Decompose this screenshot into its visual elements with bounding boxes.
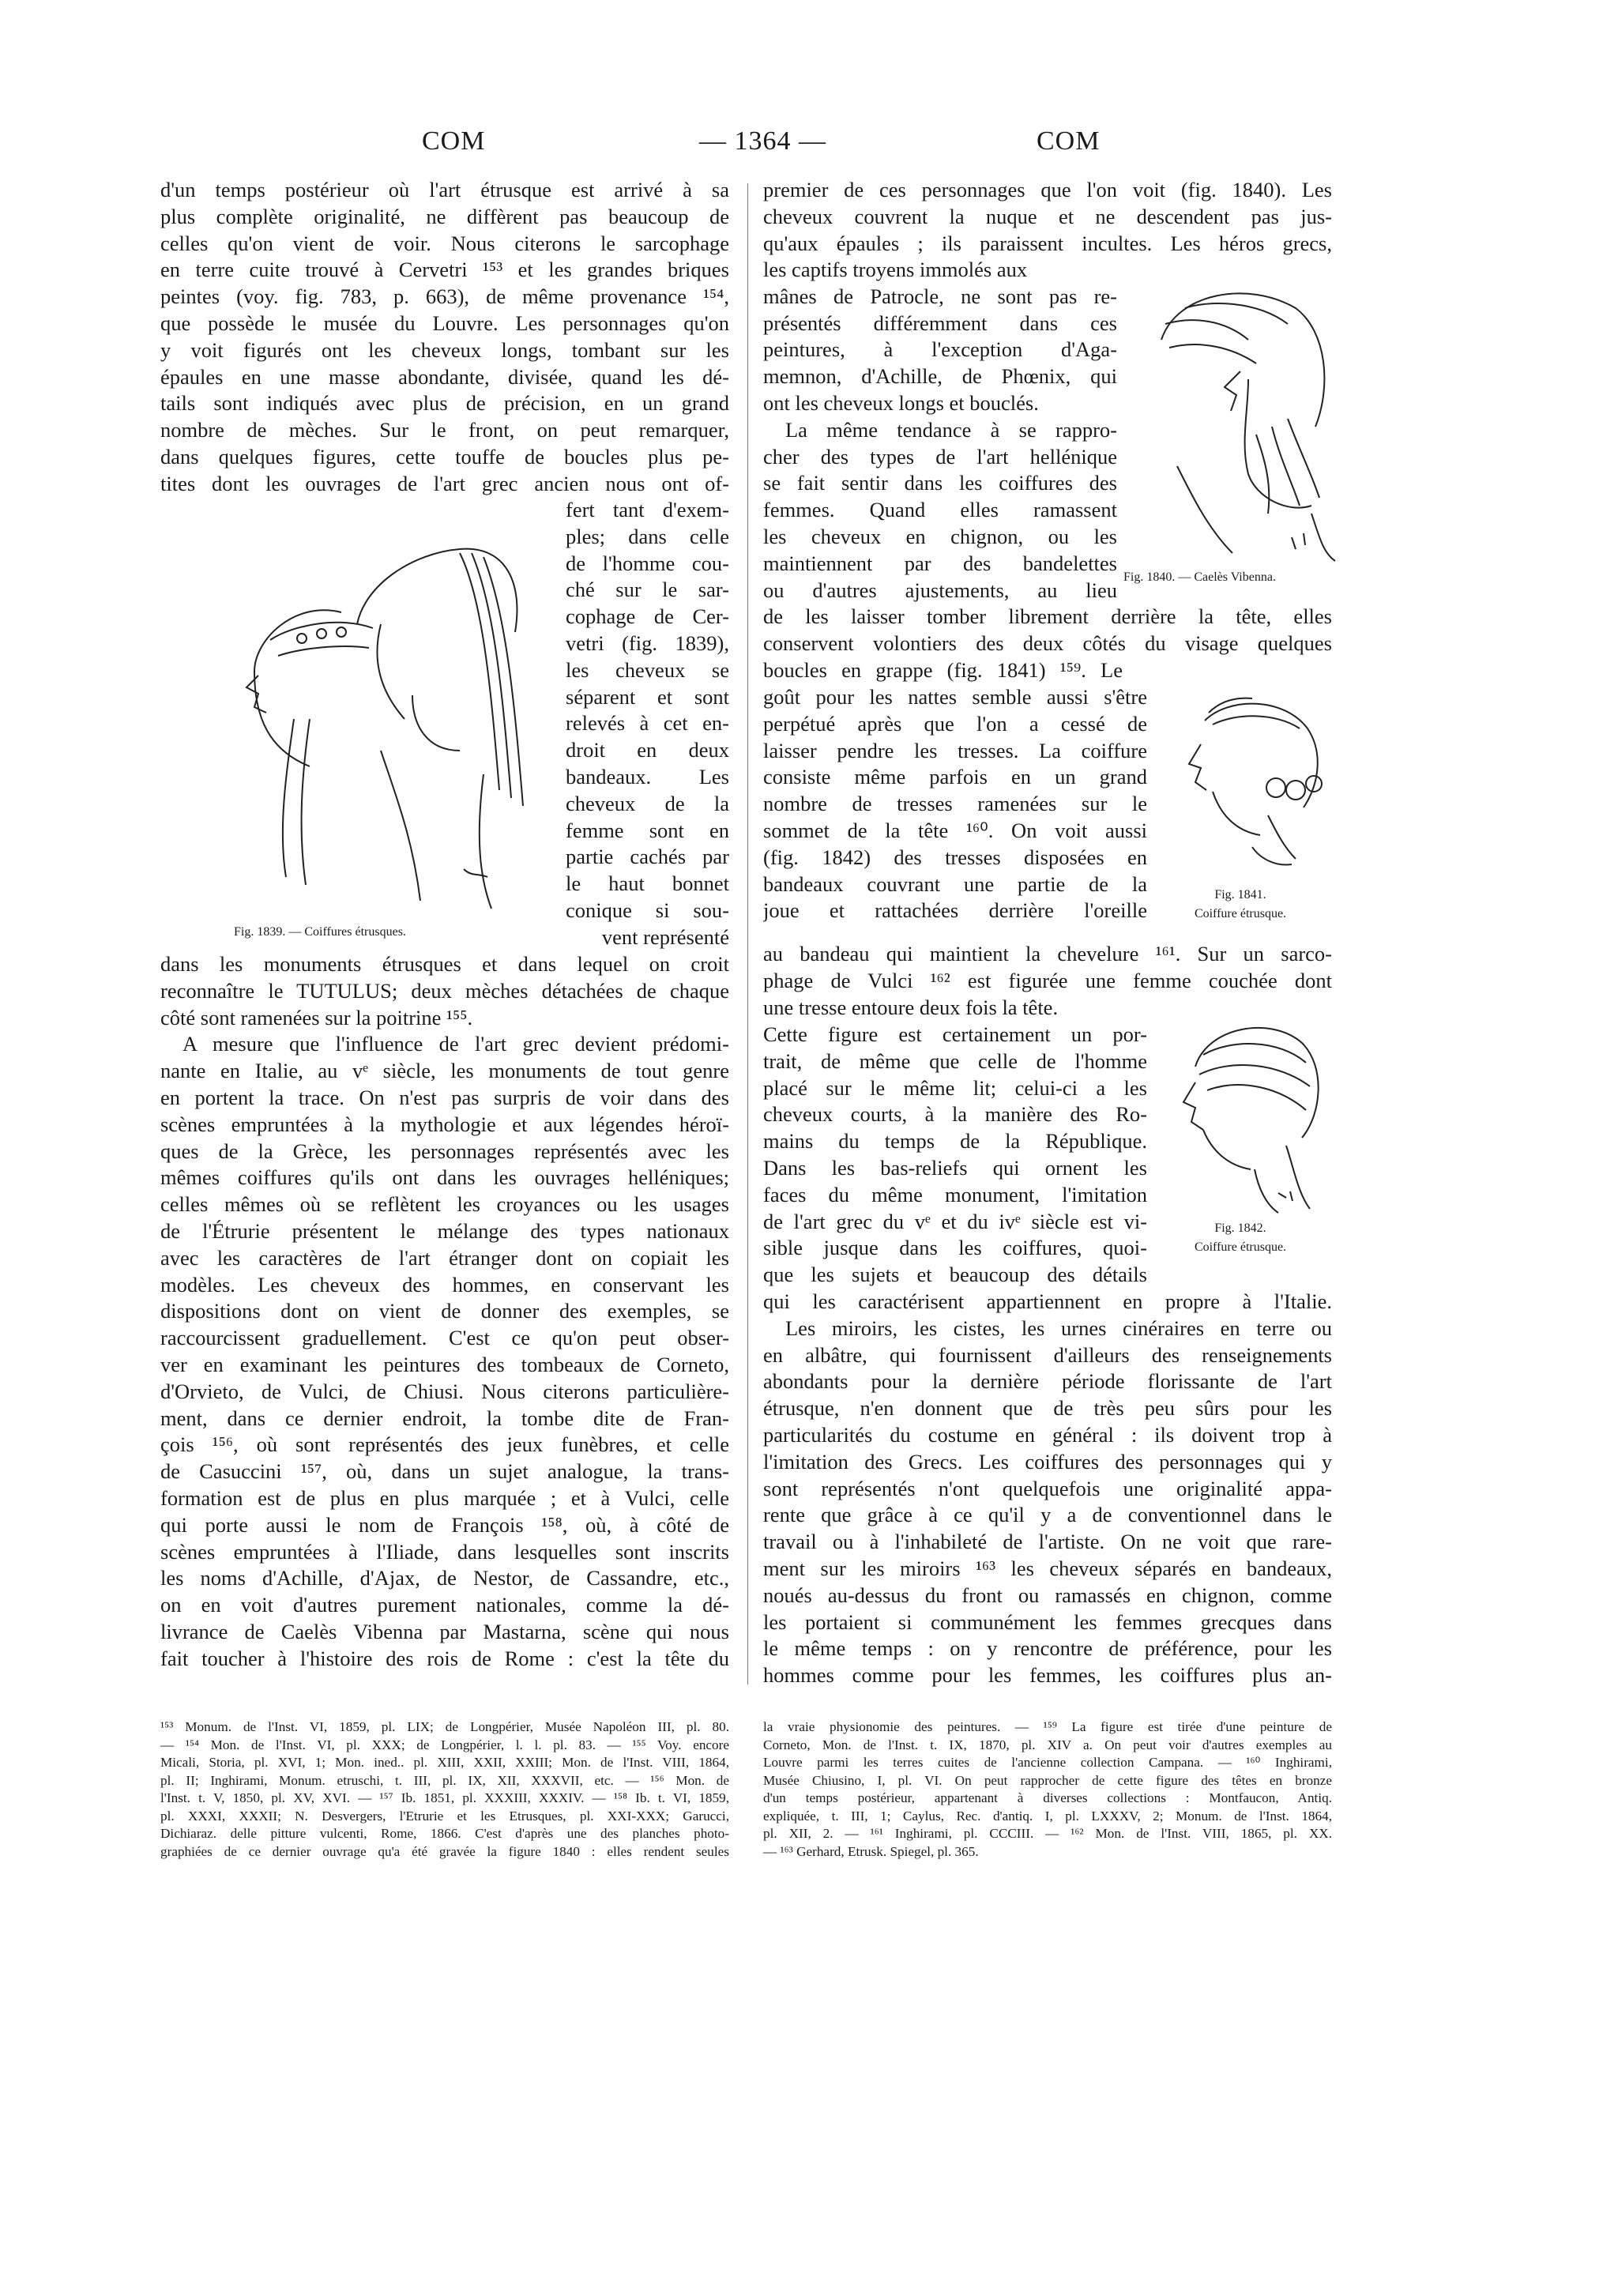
text-line: celles qu'on vient de voir. Nous citerons le sarcophage (160, 231, 729, 255)
text-line: fert tant d'exem- (566, 498, 729, 521)
text-line: bandeaux. Les (566, 764, 729, 789)
column-rule (747, 183, 748, 1684)
text-line: formation est de plus en plus marquée ; et à Vulci, celle (160, 1485, 729, 1510)
text-line: qui les caractérisent appartiennent en propre à l'Italie. (763, 1289, 1332, 1313)
text-line: avec les caractères de l'art étranger dont on copiait les (160, 1245, 729, 1270)
text-line: joue et rattachées derrière l'oreille (763, 898, 1147, 923)
figure-1840-illustration (1130, 277, 1343, 569)
figure-1839-caption: Fig. 1839. — Coiffures étrusques. (234, 925, 406, 939)
text-line: phage de Vulci ¹⁶² est figurée une femme couchée dont (763, 968, 1332, 992)
text-line: bandeaux couvrant une partie de la (763, 871, 1147, 896)
footnote-line: pl. XII, 2. — ¹⁶¹ Inghirami, pl. CCCIII. — ¹⁶² Mon. de l'Inst. VIII, 1865, pl. XX. (763, 1826, 1332, 1841)
text-line: peintures, à l'exception d'Aga- (763, 337, 1117, 362)
figure-1842-illustration (1160, 1011, 1334, 1217)
text-line: Cette figure est certainement un por- (763, 1022, 1147, 1046)
text-line: mêmes coiffures qu'ils ont dans les ouvrages helléniques; (160, 1165, 729, 1190)
text-line: nombre de tresses ramenées sur le (763, 792, 1147, 816)
text-line: que possède le musée du Louvre. Les personnages qu'on (160, 311, 729, 335)
text-line: conservent volontiers des deux côtés du visage quelques (763, 630, 1332, 655)
text-line: fait toucher à l'histoire des rois de Rome : c'est la tête du (160, 1646, 729, 1670)
footnote-line: pl. XXXI, XXXII; N. Desvergers, l'Etrurie et les Etrusques, pl. XXI-XXX; Garucci, (160, 1808, 729, 1824)
text-line: rente que grâce à ce qu'il y a de conventionnel dans le (763, 1503, 1332, 1527)
text-line: droit en deux (566, 738, 729, 762)
paragraph-start: La même tendance à se rappro- (785, 417, 1117, 442)
footnote-line: Corneto, Mon. de l'Inst. t. IX, 1870, pl. XIV a. On peut voir d'autres exemples au (763, 1737, 1332, 1752)
text-line: hommes comme pour les femmes, les coiffures plus an- (763, 1663, 1332, 1688)
text-line: ou d'autres ajustements, au lieu (763, 578, 1117, 602)
text-line: plus complète originalité, ne diffèrent pas beaucoup de (160, 204, 729, 228)
text-line: femmes. Quand elles ramassent (763, 498, 1117, 522)
text-line: les captifs troyens immolés aux (763, 258, 1028, 281)
text-line: dans les monuments étrusques et dans lequel on croit (160, 952, 729, 976)
text-line: séparent et sont (566, 684, 729, 709)
text-line: sont représentés n'ont quelquefois une originalité appa- (763, 1476, 1332, 1500)
text-line: on en voit d'autres purement nationales, comme la dé- (160, 1593, 729, 1617)
text-line: maintiennent par des bandelettes (763, 551, 1117, 575)
text-line: placé sur le même lit; celui-ci a les (763, 1075, 1147, 1100)
text-line: ché sur le sar- (566, 578, 729, 602)
text-line: l'imitation des Grecs. Les coiffures des personnages qui y (763, 1449, 1332, 1474)
text-line: partie cachés par (566, 845, 729, 869)
footnote-line: expliquée, t. III, 1; Caylus, Rec. d'antiq. I, pl. LXXXV, 2; Monum. de l'Inst. 1864, (763, 1808, 1332, 1824)
text-line: consiste même parfois en un grand (763, 765, 1147, 789)
right-column-block1 (763, 177, 1332, 257)
left-column-beside-figure (566, 497, 729, 951)
text-line: tites dont les ouvrages de l'art grec ancien nous ont of- (160, 471, 729, 495)
figure-1842-caption-title: Coiffure étrusque. (1194, 1240, 1287, 1254)
footnote-line: graphiées de ce dernier ouvrage qu'a été gravée la figure 1840 : elles rendent seules (160, 1843, 729, 1859)
text-line: (fig. 1842) des tresses disposées en (763, 845, 1147, 869)
text-line: ques de la Grèce, les personnages représentés avec les (160, 1139, 729, 1163)
text-line: qu'aux épaules ; ils paraissent incultes. Les héros grecs, (763, 231, 1332, 255)
text-line: cher des types de l'art hellénique (763, 444, 1117, 469)
page-number: — 1364 — (699, 126, 826, 156)
text-line: faces du même monument, l'imitation (763, 1182, 1147, 1206)
right-column-block3 (763, 941, 1332, 1021)
text-line: ment sur les miroirs ¹⁶³ les cheveux séparés en bandeaux, (763, 1556, 1332, 1580)
text-line: y voit figurés ont les cheveux longs, tombant sur les (160, 337, 729, 362)
text-line: reconnaître le TUTULUS; deux mèches détachées de chaque (160, 978, 729, 1003)
text-line: de les laisser tomber librement derrière la tête, elles (763, 604, 1332, 628)
text-line: femme sont en (566, 818, 729, 842)
text-line: présentés différemment dans ces (763, 311, 1117, 335)
text-line: abondants pour la dernière période florissante de l'art (763, 1369, 1332, 1394)
text-line: peintes (voy. fig. 783, p. 663), de même provenance ¹⁵⁴, (160, 284, 729, 309)
footnote-line: Louvre parmi les terres cuites de l'ancienne collection Campana. — ¹⁶⁰ Inghirami, (763, 1755, 1332, 1770)
text-line: ples; dans celle (566, 524, 729, 548)
footnote-line: — ¹⁶³ Gerhard, Etrusk. Spiegel, pl. 365. (763, 1843, 979, 1859)
footnote-line: d'un temps postérieur, appartenant à diverses collections : Montfaucon, Antiq. (763, 1790, 1332, 1805)
text-line: de l'Étrurie présentent le mélange des types nationaux (160, 1218, 729, 1243)
text-line: en albâtre, qui fournissent d'ailleurs des renseignements (763, 1342, 1332, 1367)
text-line: celles mêmes où se reflètent les croyances ou les usages (160, 1192, 729, 1217)
text-line: scènes empruntées à l'Iliade, dans lesquelles sont inscrits (160, 1539, 729, 1564)
running-head-left: COM (422, 126, 486, 156)
text-line: particularités du costume en général : ils doivent trop à (763, 1422, 1332, 1447)
text-line: travail ou à l'inhabileté de l'artiste. On ne voit que rare- (763, 1530, 1332, 1554)
text-line: ont les cheveux longs et bouclés. (763, 390, 1039, 415)
footnote-line: ¹⁵³ Monum. de l'Inst. VI, 1859, pl. LIX; de Longpérier, Musée Napoléon III, pl. 80. (160, 1719, 729, 1734)
footnote-line: Musée Chiusino, I, pl. VI. On peut rapprocher de cette figure des têtes en bronze (763, 1772, 1332, 1788)
figure-1842-caption-number: Fig. 1842. (1214, 1221, 1266, 1235)
figure-1840-caption: Fig. 1840. — Caelès Vibenna. (1123, 570, 1276, 584)
text-line: Dans les bas-reliefs qui ornent les (763, 1155, 1147, 1180)
text-line: ver en examinant les peintures des tombeaux de Corneto, (160, 1352, 729, 1376)
right-column-block2 (763, 604, 1332, 683)
text-line: noués au-dessus du front ou ramassés en chignon, comme (763, 1583, 1332, 1607)
text-line: cheveux courts, à la manière des Ro- (763, 1102, 1147, 1127)
text-line: ment, dans ce dernier endroit, la tombe dite de Fran- (160, 1406, 729, 1430)
figure-1841-caption-number: Fig. 1841. (1214, 888, 1266, 901)
text-line: scènes empruntées à la mythologie et aux légendes héroï- (160, 1112, 729, 1136)
right-column-block4 (763, 1289, 1332, 1689)
left-column-block1 (160, 177, 729, 498)
text-line: boucles en grappe (fig. 1841) ¹⁵⁹. Le (763, 657, 1123, 682)
footnote-line: pl. II; Inghirami, Monum. etruschi, t. III, pl. IX, XII, XXXVII, etc. — ¹⁵⁶ Mon. de (160, 1772, 729, 1788)
text-line: dans quelques figures, cette touffe de boucles plus pe- (160, 444, 729, 469)
text-line: nante en Italie, au vᵉ siècle, les monuments de tout genre (160, 1059, 729, 1083)
footnote-line: la vraie physionomie des peintures. — ¹⁵⁹ La figure est tirée d'une peinture de (763, 1719, 1332, 1734)
running-head-right: COM (1037, 126, 1101, 156)
text-line: les noms d'Achille, d'Ajax, de Nestor, de Cassandre, etc., (160, 1566, 729, 1590)
text-line: épaules en une masse abondante, divisée, quand les dé- (160, 364, 729, 389)
text-line: de l'homme cou- (566, 551, 729, 575)
text-line: de Casuccini ¹⁵⁷, où, dans un sujet analogue, la trans- (160, 1459, 729, 1484)
footnote-line: Micali, Storia, pl. XVI, 1; Mon. ined.. pl. XIII, XXII, XXIII; Mon. de l'Inst. VIII, 1864, (160, 1755, 729, 1770)
text-line: raccourcissent graduellement. C'est ce qu'on peut obser- (160, 1326, 729, 1350)
text-line: au bandeau qui maintient la chevelure ¹⁶¹. Sur un sarco- (763, 942, 1332, 965)
text-line: une tresse entoure deux fois la tête. (763, 995, 1059, 1019)
figure-1839-illustration (223, 537, 555, 917)
text-line: côté sont ramenées sur la poitrine ¹⁵⁵. (160, 1005, 473, 1029)
text-line: çois ¹⁵⁶, où sont représentés des jeux funèbres, et celle (160, 1432, 729, 1457)
paragraph-start: A mesure que l'influence de l'art grec devient prédomi- (182, 1032, 729, 1056)
text-line: en terre cuite trouvé à Cervetri ¹⁵³ et les grandes briques (160, 258, 729, 282)
text-line: qui porte aussi le nom de François ¹⁵⁸, où, à côté de (160, 1512, 729, 1537)
text-line: mânes de Patrocle, ne sont pas re- (763, 284, 1117, 308)
text-line: sommet de la tête ¹⁶⁰. On voit aussi (763, 818, 1147, 842)
figure-1841-illustration (1165, 689, 1335, 879)
text-line: modèles. Les cheveux des hommes, en conservant les (160, 1272, 729, 1297)
text-line: perpétué après que l'on a cessé de (763, 711, 1147, 736)
footnotes-left (160, 1718, 729, 1861)
text-line: sible jusque dans les coiffures, quoi- (763, 1236, 1147, 1260)
text-line: nombre de mèches. Sur le front, on peut remarquer, (160, 418, 729, 442)
text-line: conique si sou- (566, 898, 729, 922)
text-line: de l'art grec du vᵉ et du ivᵉ siècle est vi- (763, 1209, 1147, 1233)
text-line: les cheveux se (566, 657, 729, 682)
right-column-beside-fig1841 (763, 684, 1147, 924)
text-line: le haut bonnet (566, 871, 729, 896)
footnotes-right (763, 1718, 1332, 1861)
text-line: vent représenté (601, 924, 729, 949)
text-line: premier de ces personnages que l'on voit (fig. 1840). Les (763, 178, 1332, 201)
text-line: laisser pendre les tresses. La coiffure (763, 738, 1147, 762)
text-line: relevés à cet en- (566, 711, 729, 736)
text-line: d'un temps postérieur où l'art étrusque est arrivé à sa (160, 178, 729, 201)
footnote-line: Dichiaraz. delle pitture vulcenti, Rome, 1866. C'est d'après une des planches photo- (160, 1826, 729, 1841)
text-line: mains du temps de la République. (763, 1129, 1147, 1154)
text-line: cheveux couvrent la nuque et ne descendent pas jus- (763, 204, 1332, 228)
text-line: le même temps : on y rencontre de préférence, pour les (763, 1636, 1332, 1661)
footnote-line: l'Inst. t. V, 1850, pl. XV, XVI. — ¹⁵⁷ Ib. 1851, pl. XXXIII, XXXIV. — ¹⁵⁸ Ib. t. VI, 1859, (160, 1790, 729, 1805)
text-line: memnon, d'Achille, de Phœnix, qui (763, 364, 1117, 389)
right-column-beside-fig1842 (763, 1022, 1147, 1289)
text-line: que les sujets et beaucoup des détails (763, 1263, 1147, 1287)
text-line: étrusque, n'en donnent que de très peu sûrs pour les (763, 1396, 1332, 1421)
text-line: les portaient si communément les femmes grecques dans (763, 1609, 1332, 1634)
text-line: vetri (fig. 1839), (566, 630, 729, 655)
text-line: tails sont indiqués avec plus de précision, en un grand (160, 391, 729, 416)
text-line: en portent la trace. On n'est pas surpris de voir dans des (160, 1085, 729, 1109)
text-line: dispositions dont on vient de donner des exemples, se (160, 1299, 729, 1323)
left-column-block2 (160, 951, 729, 1673)
text-line: cheveux de la (566, 791, 729, 815)
text-line: goût pour les nattes semble aussi s'être (763, 685, 1147, 709)
text-line: les cheveux en chignon, ou les (763, 524, 1117, 548)
text-line: d'Orvieto, de Vulci, de Chiusi. Nous citerons particulière- (160, 1379, 729, 1403)
right-column-beside-fig1840 (763, 257, 1117, 604)
figure-1841-caption-title: Coiffure étrusque. (1194, 907, 1287, 920)
text-line: livrance de Caelès Vibenna par Mastarna, scène qui nous (160, 1619, 729, 1643)
text-line: trait, de même que celle de l'homme (763, 1048, 1147, 1073)
text-line: se fait sentir dans les coiffures des (763, 471, 1117, 495)
footnote-line: — ¹⁵⁴ Mon. de l'Inst. VI, pl. XXX; de Longpérier, l. l. pl. 83. — ¹⁵⁵ Voy. encore (160, 1737, 729, 1752)
paragraph-start: Les miroirs, les cistes, les urnes cinéraires en terre ou (785, 1315, 1332, 1340)
text-line: cophage de Cer- (566, 604, 729, 629)
